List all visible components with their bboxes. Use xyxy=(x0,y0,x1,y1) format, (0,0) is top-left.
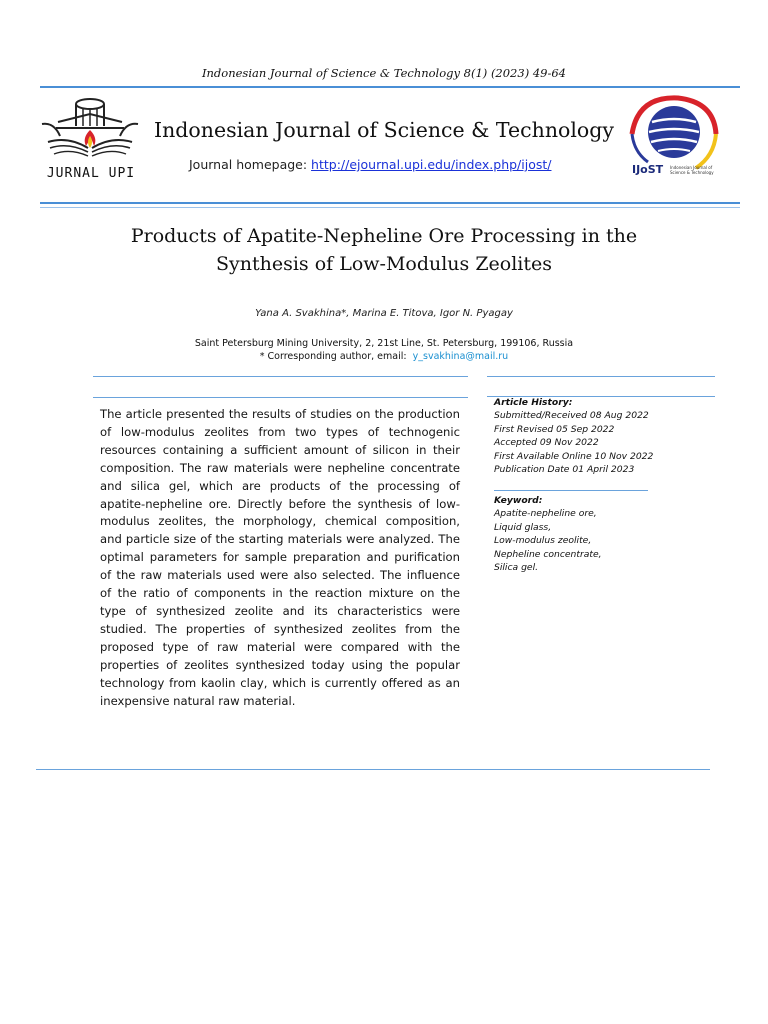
ijost-logo xyxy=(618,90,728,198)
history-accepted: Accepted 09 Nov 2022 xyxy=(494,437,599,449)
section-bottom-rule xyxy=(36,769,710,770)
article-title xyxy=(84,222,684,278)
corresponding-email[interactable]: y_svakhina@mail.ru xyxy=(412,351,509,362)
article-history xyxy=(494,396,653,476)
article-history-heading: Article History: xyxy=(494,397,573,408)
article-abstract: The article presented the results of studies on the production of low-modulus zeolites from two types of technogenic resources containing a sufficient amount of silicon in their composition. The raw materials were nepheline concentrate and silica gel, which are products of the processing of apatite-nepheline ore. Directly before the synthesis of low-modulus zeolites, the morphology, chemical composition, and particle size of the starting materials were analyzed. The optimal parameters for sample preparation and purification of the raw materials used were also selected. The influence of the ratio of components in the reaction mixture on the type of synthesized zeolite and its characteristics were studied. The properties of synthesized zeolites from the proposed type of raw material were compared with the properties of zeolites synthesized today using the popular technology from kaolin clay, which is currently offered as an inexpensive natural raw material. xyxy=(100,407,460,708)
author-affiliation: Saint Petersburg Mining University, 2, 21st Line, St. Petersburg, 199106, Russia xyxy=(194,338,574,349)
header-bottom-rule-thin xyxy=(40,207,740,208)
header-bottom-rule xyxy=(40,202,740,204)
ijost-logo-text: IJoST xyxy=(632,163,664,176)
history-submitted: Submitted/Received 08 Aug 2022 xyxy=(494,410,649,422)
abstract-second-rule xyxy=(93,397,468,398)
keyword-item: Low-modulus zeolite, xyxy=(494,535,592,547)
article-title-line-2: Synthesis of Low-Modulus Zeolites xyxy=(215,253,553,275)
article-authors: Yana A. Svakhina*, Marina E. Titova, Igor N. Pyagay xyxy=(255,308,513,319)
jurnal-upi-logo-text: JURNAL UPI xyxy=(46,166,136,181)
keyword-item: Nepheline concentrate, xyxy=(494,548,602,560)
keywords xyxy=(494,494,602,574)
homepage-label: Journal homepage: xyxy=(189,157,312,172)
keyword-item: Liquid glass, xyxy=(494,521,552,533)
sidebar-divider xyxy=(494,490,648,491)
ijost-logo-subtext: Indonesian Journal of Science & Technology xyxy=(670,165,714,175)
keyword-item: Apatite-nepheline ore, xyxy=(494,508,597,520)
homepage-link[interactable]: http://ejournal.upi.edu/index.php/ijost/ xyxy=(311,157,552,172)
abstract-top-rule xyxy=(93,376,468,377)
sidebar-top-rule xyxy=(487,376,715,377)
journal-homepage xyxy=(189,157,551,172)
corresponding-label: * Corresponding author, email: xyxy=(259,351,407,362)
keyword-item: Silica gel. xyxy=(494,562,539,574)
header-top-rule xyxy=(40,86,740,88)
journal-citation: Indonesian Journal of Science & Technology 8(1) (2023) 49-64 xyxy=(201,66,566,80)
history-first-online: First Available Online 10 Nov 2022 xyxy=(494,450,654,462)
keywords-heading: Keyword: xyxy=(494,495,543,506)
article-title-line-1: Products of Apatite-Nepheline Ore Processing in the xyxy=(130,225,638,247)
history-publication-date: Publication Date 01 April 2023 xyxy=(494,464,635,476)
corresponding-author xyxy=(0,351,768,362)
history-first-revised: First Revised 05 Sep 2022 xyxy=(494,423,615,435)
journal-name: Indonesian Journal of Science & Technology xyxy=(154,118,614,142)
